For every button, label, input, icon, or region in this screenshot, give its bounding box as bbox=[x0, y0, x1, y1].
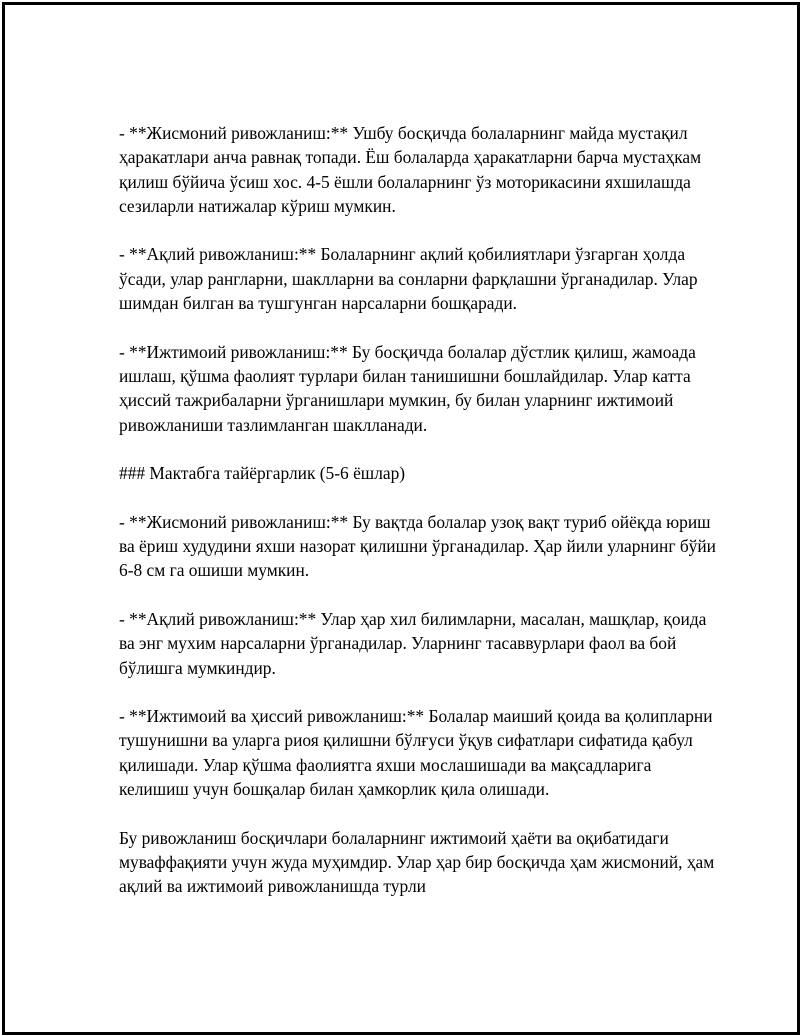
paragraph-mental-development-4-5: - **Ақлий ривожланиш:** Болаларнинг ақлий қобилиятлари ўзгарган ҳолда ўсади, улар рангларни, шаклларни ва сонларни фарқлашни ўрганадилар. Улар шимдан билган ва тушгунган нарсаларни бошқаради. bbox=[119, 244, 698, 314]
paragraph-social-emotional-development-5-6: - **Ижтимоий ва ҳиссий ривожланиш:** Болалар маиший қоида ва қолипларни тушунишни ва уларга риоя қилишни бўлғуси ўқув сифатлари сифатида қабул қилишади. Улар қўшма фаолиятга яхши мослашишади ва мақсадларига келишиш учун бошқалар билан ҳамкорлик қила олишади. bbox=[119, 706, 713, 800]
paragraph-physical-development-4-5: - **Жисмоний ривожланиш:** Ушбу босқичда болаларнинг майда мустақил ҳаракатлари анча равнақ топади. Ёш болаларда ҳаракатларни барча мустаҳкам қилиш бўйича ўсиш хос. 4-5 ёшли болаларнинг ўз моторикасини яхшилашда сезиларли натижалар кўриш мумкин. bbox=[119, 123, 702, 216]
paragraph-physical-development-5-6: - **Жисмоний ривожланиш:** Бу вақтда болалар узоқ вақт туриб ойёқда юриш ва ёриш худудини яхши назорат қилишни ўрганадилар. Ҳар йили уларнинг бўйи 6-8 см га ошиши мумкин. bbox=[119, 511, 716, 581]
document-body bbox=[119, 121, 719, 899]
paragraph-mental-development-5-6: - **Ақлий ривожланиш:** Улар ҳар хил билимларни, масалан, машқлар, қоида ва энг мухим нарсаларни ўрганадилар. Уларнинг тасаввурлари фаол ва бой бўлишга мумкиндир. bbox=[119, 608, 707, 678]
section-heading-school-preparation: ### Мактабга тайёргарлик (5-6 ёшлар) bbox=[119, 463, 406, 484]
paragraph-conclusion: Бу ривожланиш босқичлари болаларнинг ижтимоий ҳаёти ва оқибатидаги муваффақияти учун жуда муҳимдир. Улар ҳар бир босқичда ҳам жисмоний, ҳам ақлий ва ижтимоий ривожланишда турли bbox=[119, 827, 715, 897]
paragraph-social-development-4-5: - **Ижтимоий ривожланиш:** Бу босқичда болалар дўстлик қилиш, жамоада ишлаш, қўшма фаолият турлари билан танишишни бошлайдилар. Улар катта ҳиссий тажрибаларни ўрганишлари мумкин, бу билан уларнинг ижтимоий ривожланиши тазлимланган шаклланади. bbox=[119, 341, 696, 435]
page-frame bbox=[2, 2, 800, 1035]
